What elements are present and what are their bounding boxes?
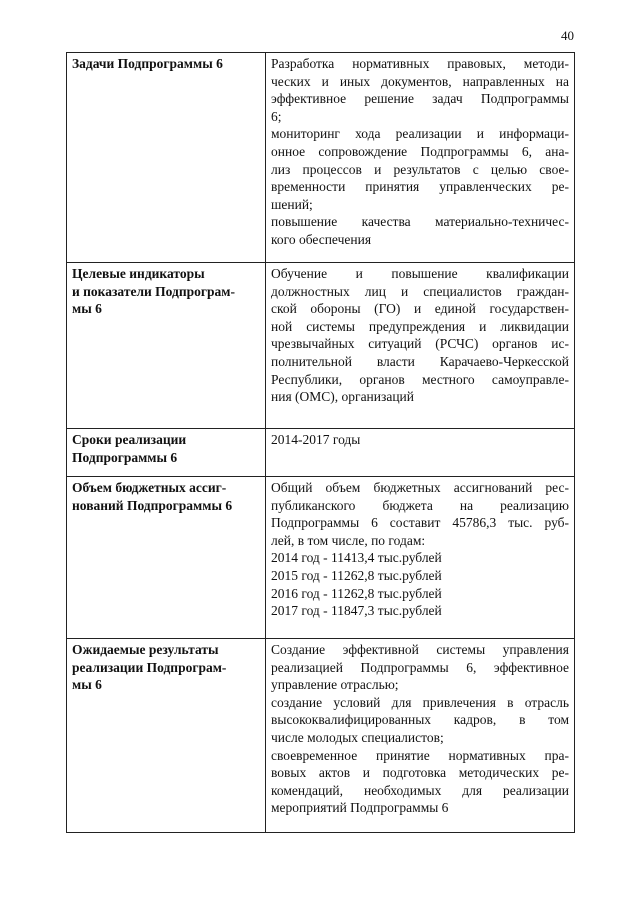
- row-value-line: ния (ОМС), организаций: [271, 389, 415, 405]
- row-value-line: 2015 год - 11262,8 тыс.рублей: [271, 567, 442, 583]
- row-value-line: Подпрограммы 6 составит 45786,3 тыс. руб-: [271, 515, 569, 531]
- row-value-implementation-period: [266, 429, 575, 477]
- row-value-line: ской обороны (ГО) и единой государствен-: [271, 301, 569, 317]
- row-label-line: и показатели Подпрограм-: [72, 283, 235, 299]
- row-value-line: создание условий для привлечения в отрасль: [271, 694, 569, 710]
- row-label-budget-allocations: [67, 477, 266, 639]
- row-value-line: управление отраслью;: [271, 677, 399, 693]
- row-value-line: мероприятий Подпрограммы 6: [271, 800, 449, 816]
- row-label-implementation-period: [67, 429, 266, 477]
- row-value-line: ческих и иных документов, направленных на: [271, 73, 569, 89]
- row-value-line: временности принятия управленческих ре-: [271, 179, 569, 195]
- row-value-line: числе молодых специалистов;: [271, 729, 444, 745]
- row-label-expected-results: [67, 639, 266, 833]
- row-value-tasks: [266, 53, 575, 263]
- row-value-expected-results: [266, 639, 575, 833]
- row-value-line: комендаций, необходимых для реализации: [271, 782, 569, 798]
- page-number: 40: [561, 28, 574, 43]
- row-label-line: Сроки реализации: [72, 432, 187, 447]
- table-row-budget-allocations: [67, 477, 575, 639]
- row-label-line: мы 6: [72, 677, 102, 693]
- row-value-line: Разработка нормативных правовых, методи-: [271, 56, 569, 71]
- row-value-line: полнительной власти Карачаево-Черкесской: [271, 353, 569, 369]
- table-row-implementation-period: [67, 429, 575, 477]
- table-row-tasks: [67, 53, 575, 263]
- row-value-line: 6;: [271, 108, 282, 124]
- row-value-target-indicators: [266, 263, 575, 429]
- row-value-line: своевременное принятие нормативных пра-: [271, 747, 569, 763]
- row-value-line: вовых актов и подготовка методических ре-: [271, 765, 569, 781]
- row-value-line: повышение качества материально-техничес-: [271, 214, 569, 230]
- row-label-line: Целевые индикаторы: [72, 266, 205, 281]
- table-body: [67, 53, 575, 833]
- table-row-target-indicators: [67, 263, 575, 429]
- subprogram-passport-table: [66, 52, 575, 833]
- row-label-line: Подпрограммы 6: [72, 449, 178, 465]
- row-label-line: нований Подпрограммы 6: [72, 497, 233, 513]
- row-value-line: 2014 год - 11413,4 тыс.рублей: [271, 550, 442, 566]
- row-value-line: Создание эффективной системы управления: [271, 642, 569, 657]
- row-value-line: онное сопровождение Подпрограммы 6, ана-: [271, 143, 569, 159]
- row-value-line: должностных лиц и специалистов граждан-: [271, 283, 569, 299]
- row-label-line: Ожидаемые результаты: [72, 642, 219, 657]
- row-label-line: реализации Подпрограм-: [72, 659, 227, 675]
- row-value-line: чрезвычайных ситуаций (РСЧС) органов ис-: [271, 336, 569, 352]
- row-value-line: лиз процессов и результатов с целью свое-: [271, 161, 569, 177]
- row-value-line: кого обеспечения: [271, 231, 372, 247]
- row-value-line: эффективное решение задач Подпрограммы: [271, 91, 569, 107]
- row-value-line: Обучение и повышение квалификации: [271, 266, 569, 281]
- row-value-line: Общий объем бюджетных ассигнований рес-: [271, 480, 569, 495]
- row-label-line: мы 6: [72, 301, 102, 317]
- row-value-line: Республики, органов местного самоуправле-: [271, 371, 569, 387]
- row-value-line: 2014-2017 годы: [271, 432, 361, 447]
- row-value-line: публиканского бюджета на реализацию: [271, 497, 569, 513]
- row-label-tasks: [67, 53, 266, 263]
- row-value-line: 2016 год - 11262,8 тыс.рублей: [271, 585, 442, 601]
- row-label-target-indicators: [67, 263, 266, 429]
- row-value-line: высококвалифицированных кадров, в том: [271, 712, 569, 728]
- row-value-line: 2017 год - 11847,3 тыс.рублей: [271, 603, 442, 619]
- row-value-line: мониторинг хода реализации и информаци-: [271, 126, 569, 142]
- table-row-expected-results: [67, 639, 575, 833]
- row-value-line: ной системы предупреждения и ликвидации: [271, 318, 569, 334]
- row-label-line: Объем бюджетных ассиг-: [72, 480, 227, 495]
- row-value-line: шений;: [271, 196, 313, 212]
- row-value-line: реализацией Подпрограммы 6, эффективное: [271, 659, 569, 675]
- row-value-line: лей, в том числе, по годам:: [271, 532, 426, 548]
- row-label-line: Задачи Подпрограммы 6: [72, 56, 223, 71]
- row-value-budget-allocations: [266, 477, 575, 639]
